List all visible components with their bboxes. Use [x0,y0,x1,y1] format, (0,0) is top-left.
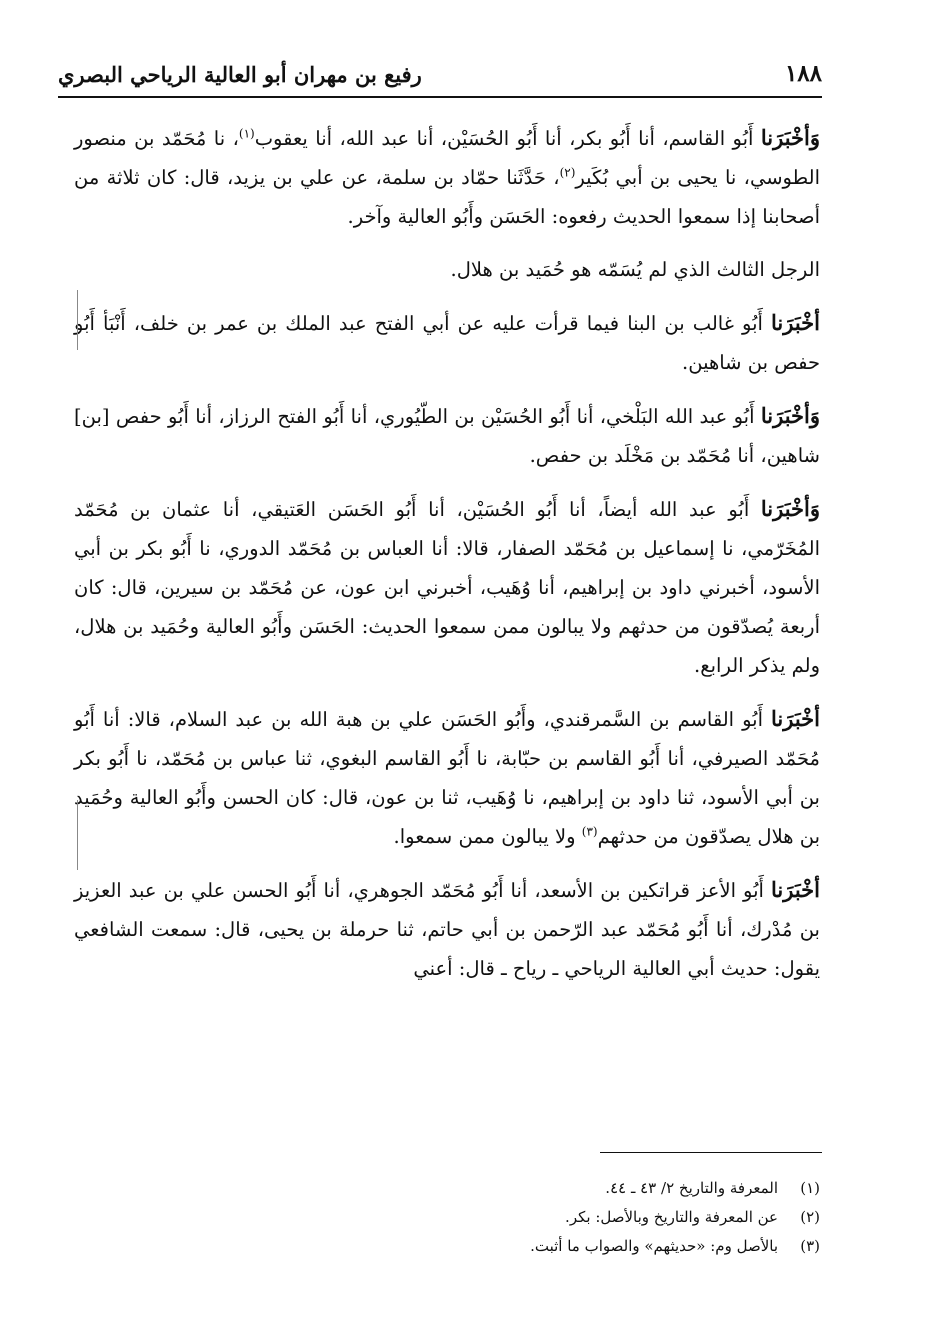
footnote-number: (١) [800,1179,820,1197]
paragraph-text: الرجل الثالث الذي لم يُسَمّه هو حُمَيد بن هلال. [450,258,820,281]
footnote-rule [600,1152,822,1153]
footnote-text: المعرفة والتاريخ ٢/ ٤٣ ـ ٤٤. [605,1179,778,1197]
margin-line [77,290,78,350]
paragraph-5 [74,489,820,685]
page-number: ١٨٨ [784,60,822,87]
paragraph-lead: أخْبَرَنا [771,877,820,902]
paragraph-text: أَبُو عبد الله أيضاً، أنا أَبُو الحُسَيْن، أنا أَبُو الحَسَن العَتيقي، أنا عثمان بن مُحَمّد المُخَرّمي، نا إسماعيل بن مُحَمّد الصفار، قالا: أنا العباس بن مُحَمّد الدوري، نا أَبُو بكر بن أبي الأسود، أخبرني داود بن إبراهيم، أنا وُهَيب، أخبرني ابن عون، عن مُحَمّد بن سيرين، قال: كان أربعة يُصدّقون من حدثهم ولا يبالون ممن سمعوا الحديث: الحَسَن وأَبُو العالية وحُمَيد بن هلال، ولم يذكر الرابع. [74,498,820,677]
header-rule [58,96,822,98]
footnote-ref-2[interactable]: (٢) [559,165,576,180]
paragraph-lead: وَأخْبَرَنا [760,403,820,428]
paragraph-2 [74,250,820,289]
footnote-text: عن المعرفة والتاريخ وبالأصل: بكر. [565,1208,778,1226]
footnote-number: (٢) [800,1208,820,1226]
paragraph-text: أَبُو القاسم بن السَّمرقندي، وأَبُو الحَسَن علي بن هبة الله بن عبد السلام، قالا: أنا أَبُو مُحَمّد الصيرفي، أنا أَبُو القاسم بن حبّابة، نا أَبُو القاسم البغوي، ثنا عباس بن مُحَمّد، نا أَبُو بكر بن أبي الأسود، ثنا داود بن إبراهيم، نا وُهَيب، ثنا بن عون، قال: كان الحسن وأَبُو العالية وحُمَيد بن هلال يصدّقون من حدثهم [74,708,820,848]
paragraph-lead: أخْبَرَنا [771,706,820,731]
footnote-text: بالأصل وم: «حديثهم» والصواب ما أثبت. [530,1237,778,1255]
footnote-1 [380,1174,820,1203]
footnotes [380,1174,820,1261]
paragraph-text: ولا يبالون ممن سمعوا. [393,825,582,848]
paragraph-lead: أخْبَرَنا [771,310,820,335]
footnote-ref-1[interactable]: (١) [238,126,255,141]
paragraph-lead: وَأخْبَرَنا [760,125,820,150]
paragraph-6 [74,699,820,856]
footnote-number: (٣) [800,1237,820,1255]
paragraph-text: أَبُو الأعز قراتكين بن الأسعد، أنا أَبُو مُحَمّد الجوهري، أنا أَبُو الحسن علي بن عبد العزيز بن مُدْرك، أنا أَبُو مُحَمّد عبد الرّحمن بن أبي حاتم، ثنا حرملة بن يحيى، قال: سمعت الشافعي يقول: حديث أبي العالية الرياحي ـ رياح ـ قال: أعني [74,879,820,980]
paragraph-3 [74,303,820,382]
paragraph-text: أَبُو القاسم، أنا أَبُو بكر، أنا أَبُو الحُسَيْن، أنا عبد الله، أنا يعقوب [254,127,761,150]
running-title: رفيع بن مهران أبو العالية الرياحي البصري [58,62,422,87]
paragraph-lead: وَأخْبَرَنا [760,496,820,521]
paragraph-7 [74,870,820,988]
margin-line [77,800,78,870]
page-header [58,60,822,100]
footnote-ref-3[interactable]: (٣) [581,824,598,839]
paragraph-text: ، نا مُحَمّد بن منصور الطوسي، نا يحيى بن أبي بُكَير [74,127,820,189]
main-text [74,118,820,1002]
paragraph-4 [74,396,820,475]
paragraph-text: ، حَدَّثَنا حمّاد بن سلمة، عن علي بن يزيد، قال: كان ثلاثة من أصحابنا إذا سمعوا الحديث رفعوه: الحَسَن وأَبُو العالية وآخر. [74,166,820,228]
footnote-2 [380,1203,820,1232]
footnote-3 [380,1232,820,1261]
paragraph-text: أَبُو عبد الله البَلْخي، أنا أَبُو الحُسَيْن بن الطّيُوري، أنا أَبُو الفتح الرزاز، أنا أَبُو حفص [بن] شاهين، أنا مُحَمّد بن مَخْلَد بن حفص. [74,405,820,467]
paragraph-text: أَبُو غالب بن البنا فيما قرأت عليه عن أبي الفتح عبد الملك بن عمر بن خلف، أَنْبَأ أَبُو حفص بن شاهين. [74,312,820,374]
paragraph-1 [74,118,820,236]
